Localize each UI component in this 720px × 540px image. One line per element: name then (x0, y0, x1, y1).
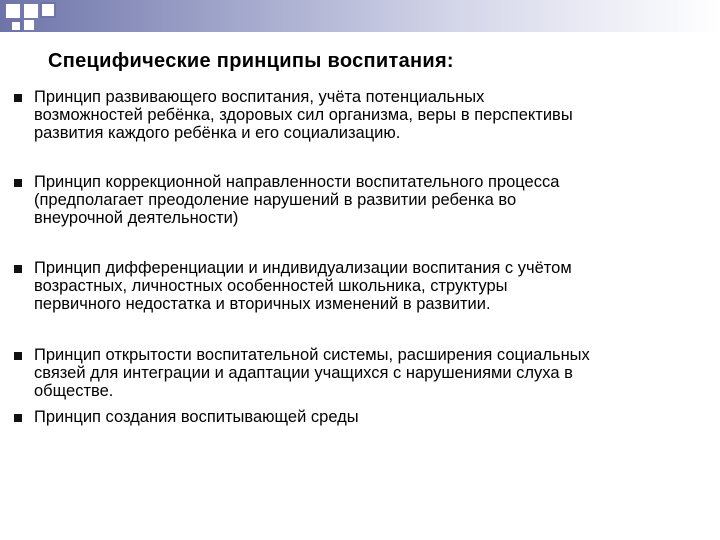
bullet-item-text (34, 259, 714, 313)
bullet-item-line: Принцип развивающего воспитания, учёта потенциальных (34, 88, 485, 106)
bullet-square-icon (14, 94, 22, 102)
decorative-square-outline (40, 2, 56, 18)
bullet-item (14, 346, 714, 400)
bullet-square-icon (14, 414, 22, 422)
bullet-item-line: Принцип коррекционной направленности воспитательного процесса (34, 173, 560, 191)
bullet-item-line: Принцип открытости воспитательной системы, расширения социальных (34, 346, 590, 364)
bullet-item-text (34, 408, 714, 426)
decorative-square (24, 4, 38, 18)
bullet-item-line: (предполагает преодоление нарушений в развитии ребенка во (34, 191, 517, 209)
bullet-item-line: возрастных, личностных особенностей школьника, структуры (34, 277, 508, 295)
decorative-square (24, 20, 34, 30)
bullet-item-line: развития каждого ребёнка и его социализацию. (34, 124, 401, 142)
bullet-item (14, 259, 714, 313)
decorative-square (6, 4, 20, 18)
bullet-item-text (34, 173, 714, 227)
slide-title: Специфические принципы воспитания: (48, 50, 454, 72)
bullet-item-line: связей для интеграции и адаптации учащихся с нарушениями слуха в (34, 364, 573, 382)
bullet-item (14, 173, 714, 227)
bullet-item-line: Принцип дифференциации и индивидуализации воспитания с учётом (34, 259, 572, 277)
bullet-item-line: возможностей ребёнка, здоровых сил организма, веры в перспективы (34, 106, 573, 124)
decorative-square-outline (10, 20, 22, 32)
bullet-item-line: первичного недостатка и вторичных изменений в развитии. (34, 295, 491, 313)
bullet-item-line: внеурочной деятельности) (34, 209, 239, 227)
decorative-header-bar (0, 0, 720, 32)
bullet-item-text (34, 346, 714, 400)
bullet-item-line: обществе. (34, 382, 114, 400)
bullet-item (14, 88, 714, 142)
bullet-item-line: Принцип создания воспитывающей среды (34, 408, 359, 426)
bullet-square-icon (14, 265, 22, 273)
bullet-item (14, 408, 714, 426)
bullet-square-icon (14, 352, 22, 360)
bullet-item-text (34, 88, 714, 142)
bullet-square-icon (14, 179, 22, 187)
